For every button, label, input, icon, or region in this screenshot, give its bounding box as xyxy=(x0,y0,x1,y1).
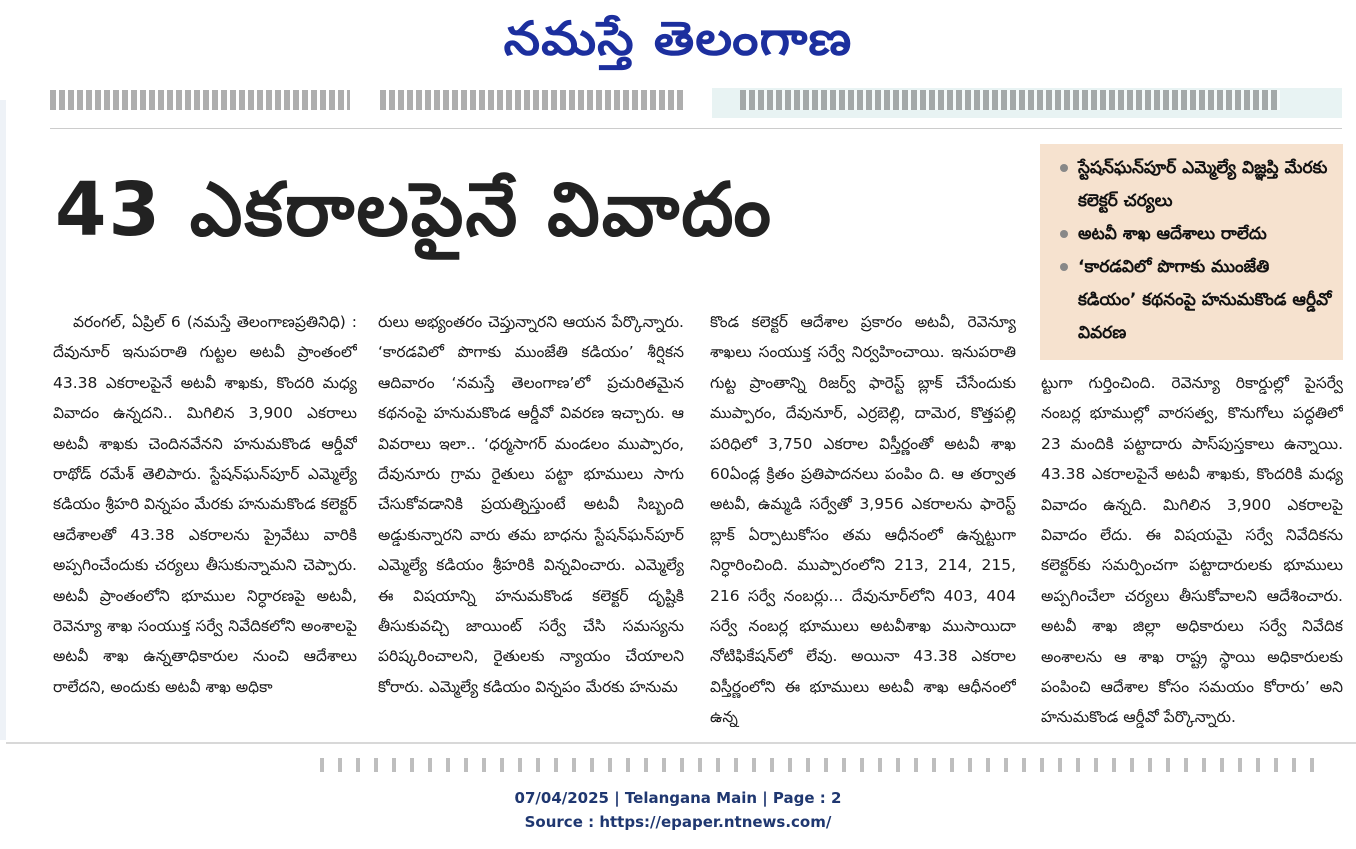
article-column-1: వరంగల్, ఏప్రిల్ 6 (నమస్తే తెలంగాణప్రతినిధి) : దేవునూర్ ఇనుపరాతి గుట్టల అటవీ ప్రాంతంలో 43.38 ఎకరాలపైనే అటవీ శాఖకు, కొందరి మధ్య వివాదం ఉన్నదని.. మిగిలిన 3,900 ఎకరాలు అటవీ శాఖకు చెందినవేనని హనుమకొండ ఆర్డీవో రాథోడ్ రమేశ్ తెలిపారు. స్టేషన్‌ఘన్‌పూర్ ఎమ్మెల్యే కడియం శ్రీహరి విన్నపం మేరకు హనుమకొండ కలెక్టర్ ఆదేశాలతో 43.38 ఎకరాలను ప్రైవేటు వారికి అప్పగించేందుకు చర్యలు తీసుకున్నామని చెప్పారు. అటవీ ప్రాంతంలోని భూముల నిర్ధారణపై అటవీ, రెవెన్యూ శాఖ సంయుక్త సర్వే నివేదికలోని అంశాలపై అటవీ శాఖ ఉన్నతాధికారుల నుంచి ఆదేశాలు రాలేదని, అందుకు అటవీ శాఖ అధికా xyxy=(53,313,357,696)
clipped-text-fragment xyxy=(50,90,350,110)
newspaper-logo: నమస్తే తెలంగాణ xyxy=(503,11,853,67)
clipped-next-headline xyxy=(320,758,1320,772)
bottom-divider xyxy=(6,742,1356,744)
masthead xyxy=(0,4,1356,74)
highlights-box xyxy=(1040,144,1343,360)
section-divider xyxy=(50,128,1342,129)
page-edge-strip xyxy=(0,100,6,740)
highlight-item: ‘కారడవిలో పొగాకు ముంజేతి కడియం’ కథనంపై హనుమకొండ ఆర్డీవో వివరణ xyxy=(1054,251,1333,350)
highlight-item: అటవీ శాఖ ఆదేశాలు రాలేదు xyxy=(1054,218,1333,251)
source-link[interactable]: Source : https://epaper.ntnews.com/ xyxy=(524,813,832,831)
clipped-text-fragment xyxy=(380,90,685,110)
page-footer xyxy=(0,786,1356,834)
highlight-item: స్టేషన్‌ఘన్‌పూర్ ఎమ్మెల్యే విజ్ఞప్తి మేరకు కలెక్టర్ చర్యలు xyxy=(1054,152,1333,218)
article-column-3: కొండ కలెక్టర్ ఆదేశాల ప్రకారం అటవీ, రెవెన్యూ శాఖలు సంయుక్త సర్వే నిర్వహించాయి. ఇనుపరాతి గుట్ట ప్రాంతాన్ని రిజర్వ్ ఫారెస్ట్ బ్లాక్ చేసేందుకు ముప్పారం, దేవునూర్, ఎర్రబెల్లి, దామెర, కొత్తపల్లి పరిధిలో 3,750 ఎకరాల విస్తీర్ణంతో అటవీ శాఖ 60ఏండ్ల క్రితం ప్రతిపాదనలు పంపిం ది. ఆ తర్వాత అటవీ, ఉమ్మడి సర్వేతో 3,956 ఎకరాలను ఫారెస్ట్ బ్లాక్ ఏర్పాటుకోసం తమ ఆధీనంలో ఉన్నట్టుగా నిర్ధారించింది. ముప్పారంలోని 213, 214, 215, 216 సర్వే నంబర్లు... దేవునూర్‌లోని 403, 404 సర్వే నంబర్ల భూములు అటవీశాఖ ముసాయిదా నోటిఫికేషన్‌లో లేవు. అయినా 43.38 ఎకరాల విస్తీర్ణంలోని ఈ భూములు అటవీ శాఖ ఆధీనంలో ఉన్న xyxy=(710,313,1016,727)
article-headline: 43 ఎకరాలపైనే వివాదం xyxy=(55,167,774,253)
article-column-4: ట్టుగా గుర్తించింది. రెవెన్యూ రికార్డుల్లో పైసర్వే నంబర్ల భూముల్లో వారసత్వ, కొనుగోలు పద్ధతిలో 23 మందికి పట్టాదారు పాస్‌పుస్తకాలు ఉన్నాయి. 43.38 ఎకరాలపైనే అటవీ శాఖకు, కొందరికి మధ్య వివాదం ఉన్నది. మిగిలిన 3,900 ఎకరాలపై వివాదం లేదు. ఈ విషయమై సర్వే నివేదికను కలెక్టర్‌కు సమర్పించగా పట్టాదారులకు భూములు అప్పగించేలా చర్యలు తీసుకోవాలని ఆదేశించారు. అటవీ శాఖ జిల్లా అధికారులు సర్వే నివేదిక అంశాలను ఆ శాఖ రాష్ట్ర స్థాయి అధికారులకు పంపించి ఆదేశాల కోసం సమయం కోరారు’ అని హనుమకొండ ఆర్డీవో పేర్కొన్నారు. xyxy=(1041,374,1343,727)
edition-info: 07/04/2025 | Telangana Main | Page : 2 xyxy=(514,789,842,807)
article-column-2: రులు అభ్యంతరం చెప్తున్నారని ఆయన పేర్కొన్నారు. ‘కారడవిలో పొగాకు ముంజేతి కడియం’ శీర్షికన ఆదివారం ‘నమస్తే తెలంగాణ’లో ప్రచురితమైన కథనంపై హనుమకొండ ఆర్డీవో వివరణ ఇచ్చారు. ఆ వివరాలు ఇలా.. ‘ధర్మసాగర్ మండలం ముప్పారం, దేవునూరు గ్రామ రైతులు పట్టా భూములు సాగు చేసుకోవడానికి ప్రయత్నిస్తుంటే అటవీ సిబ్బంది అడ్డుకున్నారని వారు తమ బాధను స్టేషన్‌ఘన్‌పూర్ ఎమ్మెల్యే కడియం శ్రీహరికి విన్నవించారు. ఎమ్మెల్యే ఈ విషయాన్ని హనుమకొండ కలెక్టర్ దృష్టికి తీసుకువచ్చి జాయింట్ సర్వే చేసి సమస్యను పరిష్కరించాలని, రైతులకు న్యాయం చేయాలని కోరారు. ఎమ్మెల్యే కడియం విన్నపం మేరకు హనుమ xyxy=(378,313,684,696)
clipped-text-fragment xyxy=(740,90,1280,110)
clipped-previous-article xyxy=(50,88,1342,118)
